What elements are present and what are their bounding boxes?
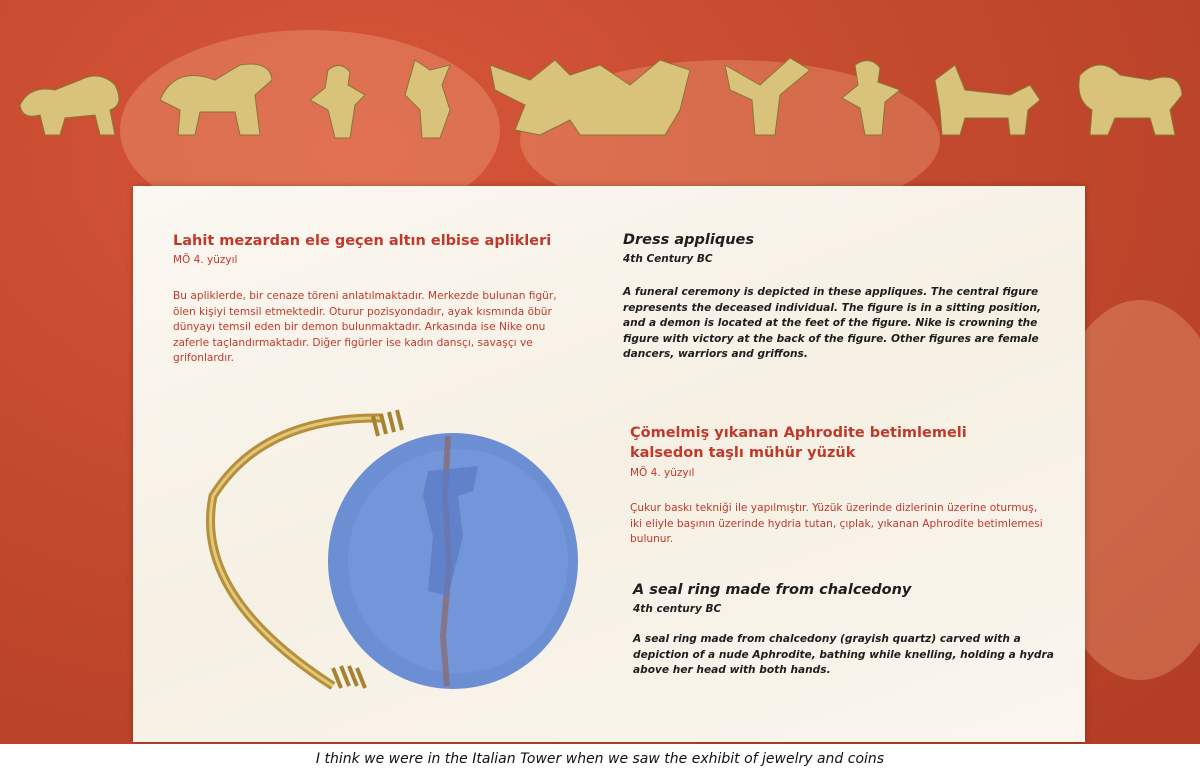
applique-body-en: A funeral ceremony is depicted in these appliques. The central figure represents the deceased individual. The figure is in a sitting position, and a demon is located at the feet of the figure. Nike is crowning the figure with victory at the back of the figure. Other figures are female dancers, warriors and griffons. [623, 286, 1042, 361]
lion-applique [20, 76, 119, 135]
applique-title-tr: Lahit mezardan ele geçen altın elbise aplikleri [173, 233, 552, 249]
ring-body-tr: Çukur baskı tekniği ile yapılmıştır. Yüzük üzerinde dizlerinin üzerine oturmuş, iki eliyle başının üzerinde hydria tutan, çıplak, yıkanan Aphrodite betimlemesi bulunur. [630, 502, 1043, 546]
wire-coil-bottom [333, 666, 365, 688]
seal-ring-photo [173, 396, 593, 716]
dancer-applique [842, 61, 900, 135]
ring-body-en: A seal ring made from chalcedony (grayish quartz) carved with a depiction of a nude Aphrodite, bathing while knelling, holding a hydra above her head with both hands. [633, 633, 1054, 677]
applique-date-en: 4th Century BC [623, 253, 713, 265]
gold-appliques-row [10, 50, 1190, 145]
ring-date-tr: MÖ 4. yüzyıl [630, 467, 695, 479]
ring-title-en: A seal ring made from chalcedony [633, 582, 912, 598]
griffon-applique [1079, 65, 1182, 135]
ring-title-tr-line2: kalsedon taşlı mühür yüzük [630, 445, 856, 461]
ring-date-en: 4th century BC [633, 603, 722, 615]
museum-label-card [133, 186, 1085, 742]
applique-body-tr: Bu apliklerde, bir cenaze töreni anlatılmaktadır. Merkezde bulunan figür, ölen kişiyi temsil etmektedir. Oturur pozisyondadır, ayak kısmında öbür dünyayı temsil eden bir demon bulunmaktadır. Arkasında ise Nike onu zaferle taçlandırmaktadır. Diğer figürler ise kadın dansçı, savaşçı ve grifonlardır. [173, 290, 557, 365]
ring-title-tr-line1: Çömelmiş yıkanan Aphrodite betimlemeli [630, 425, 967, 441]
dancer-applique [310, 65, 365, 138]
warrior-applique [405, 60, 450, 138]
griffon-applique [160, 64, 272, 135]
applique-date-tr: MÖ 4. yüzyıl [173, 254, 238, 266]
photo-caption: I think we were in the Italian Tower when we saw the exhibit of jewelry and coins [315, 751, 885, 767]
nike-applique [725, 58, 810, 135]
lion-applique [935, 65, 1040, 135]
applique-title-en: Dress appliques [623, 232, 754, 248]
funeral-scene-applique [490, 60, 690, 135]
